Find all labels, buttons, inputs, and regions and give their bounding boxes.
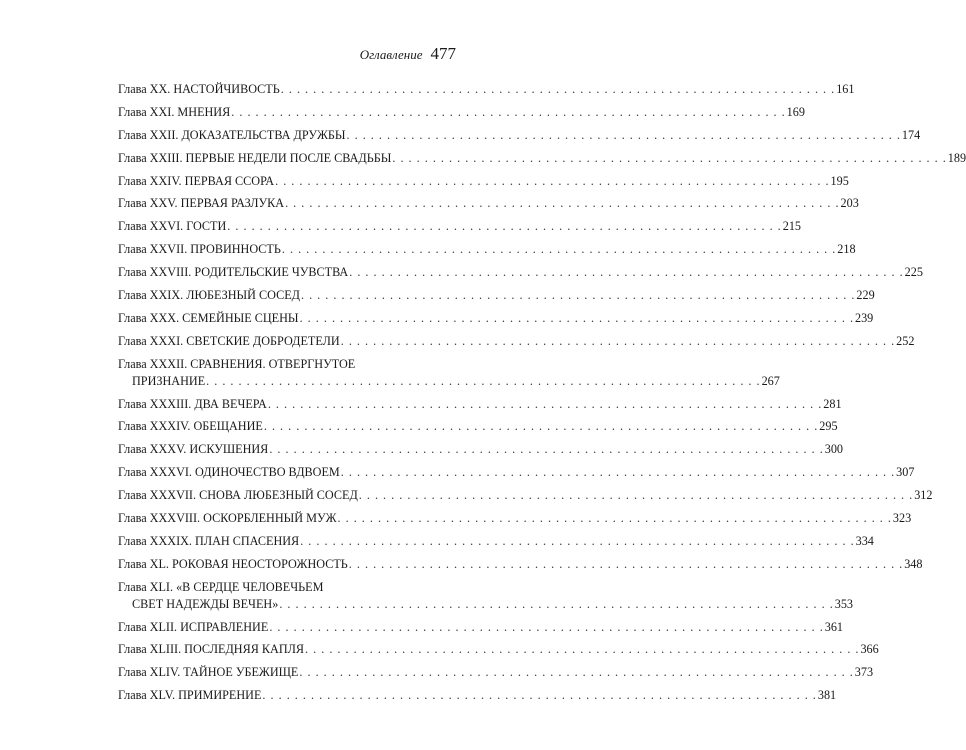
chapter-page: 361 <box>824 619 844 634</box>
toc-entry <box>118 418 838 435</box>
toc-line <box>118 81 855 98</box>
chapter-title: Глава XXXVIII. ОСКОРБЛЕННЫЙ МУЖ <box>118 511 337 526</box>
chapter-page: 229 <box>856 288 875 303</box>
toc-entry <box>118 464 915 481</box>
chapter-page: 239 <box>854 310 874 325</box>
chapter-title: Глава XXVIII. РОДИТЕЛЬСКИЕ ЧУВСТВА <box>118 265 349 280</box>
chapter-title: Глава XXVI. ГОСТИ <box>118 219 227 234</box>
chapter-page: 252 <box>896 333 915 348</box>
chapter-page: 161 <box>836 82 855 96</box>
toc-entry <box>118 510 912 527</box>
chapter-page: 267 <box>761 373 780 388</box>
chapter-page: 300 <box>824 442 844 457</box>
toc-line <box>118 333 915 350</box>
chapter-title: Глава XXI. МНЕНИЯ <box>118 104 231 119</box>
chapter-title: Глава XXXII. СРАВНЕНИЯ. ОТВЕРГНУТОЕ <box>118 356 356 371</box>
page-number: 477 <box>430 44 456 63</box>
dot-leader: . . . . . . . . . . . . . . . . . . . . . . . . . . . . . . . . . . . . . . . . . . . . . . . . . . . . . . . . . . . . . . . . . . . . . <box>392 150 947 165</box>
chapter-title: ПРИЗНАНИЕ <box>132 373 206 388</box>
dot-leader: . . . . . . . . . . . . . . . . . . . . . . . . . . . . . . . . . . . . . . . . . . . . . . . . . . . . . . . . . . . . . . . . . . . . . <box>285 196 840 211</box>
dot-leader: . . . . . . . . . . . . . . . . . . . . . . . . . . . . . . . . . . . . . . . . . . . . . . . . . . . . . . . . . . . . . . . . . . . . . <box>299 310 854 325</box>
chapter-title: Глава XX. НАСТОЙЧИВОСТЬ <box>118 82 280 96</box>
toc-entry <box>118 396 842 413</box>
dot-leader: . . . . . . . . . . . . . . . . . . . . . . . . . . . . . . . . . . . . . . . . . . . . . . . . . . . . . . . . . . . . . . . . . . . . . <box>263 419 819 434</box>
chapter-page: 215 <box>782 219 801 234</box>
table-of-contents <box>118 81 966 710</box>
dot-leader: . . . . . . . . . . . . . . . . . . . . . . . . . . . . . . . . . . . . . . . . . . . . . . . . . . . . . . . . . . . . . . . . . . . . . <box>206 373 761 388</box>
chapter-title: Глава XLI. «В СЕРДЦЕ ЧЕЛОВЕЧЬЕМ <box>118 579 324 594</box>
toc-entry <box>118 579 854 613</box>
chapter-page: 366 <box>860 642 879 657</box>
chapter-title: Глава XXXVII. СНОВА ЛЮБЕЗНЫЙ СОСЕД <box>118 488 358 503</box>
toc-line <box>118 510 912 527</box>
toc-line <box>118 441 844 458</box>
chapter-title: СВЕТ НАДЕЖДЫ ВЕЧЕН» <box>132 596 279 611</box>
toc-line <box>118 619 844 636</box>
toc-entry <box>118 241 856 258</box>
toc-line <box>118 310 874 327</box>
toc-line <box>118 218 801 235</box>
toc-line <box>118 687 837 704</box>
chapter-title: Глава XXXIX. ПЛАН СПАСЕНИЯ <box>118 533 300 548</box>
dot-leader: . . . . . . . . . . . . . . . . . . . . . . . . . . . . . . . . . . . . . . . . . . . . . . . . . . . . . . . . . . . . . . . . . . . . . <box>340 333 896 348</box>
toc-line <box>118 127 921 144</box>
chapter-title: Глава XXV. ПЕРВАЯ РАЗЛУКА <box>118 196 285 211</box>
dot-leader: . . . . . . . . . . . . . . . . . . . . . . . . . . . . . . . . . . . . . . . . . . . . . . . . . . . . . . . . . . . . . . . . . . . . . <box>275 173 830 188</box>
chapter-title: Глава XXXIV. ОБЕЩАНИЕ <box>118 419 263 434</box>
toc-entry <box>118 664 874 681</box>
toc-entry <box>118 356 780 390</box>
dot-leader: . . . . . . . . . . . . . . . . . . . . . . . . . . . . . . . . . . . . . . . . . . . . . . . . . . . . . . . . . . . . . . . . . . . . . <box>299 665 854 680</box>
toc-entry <box>118 533 874 550</box>
toc-entry <box>118 641 879 658</box>
chapter-title: Глава XXXV. ИСКУШЕНИЯ <box>118 442 269 457</box>
toc-entry <box>118 173 849 190</box>
chapter-page: 189 <box>947 150 966 165</box>
chapter-title: Глава XXIV. ПЕРВАЯ ССОРА <box>118 173 275 188</box>
dot-leader: . . . . . . . . . . . . . . . . . . . . . . . . . . . . . . . . . . . . . . . . . . . . . . . . . . . . . . . . . . . . . . . . . . . . . <box>346 127 901 142</box>
dot-leader: . . . . . . . . . . . . . . . . . . . . . . . . . . . . . . . . . . . . . . . . . . . . . . . . . . . . . . . . . . . . . . . . . . . . . <box>269 442 824 457</box>
dot-leader: . . . . . . . . . . . . . . . . . . . . . . . . . . . . . . . . . . . . . . . . . . . . . . . . . . . . . . . . . . . . . . . . . . . . . <box>227 219 782 234</box>
toc-entry <box>118 619 844 636</box>
chapter-page: 381 <box>817 688 837 703</box>
chapter-page: 169 <box>786 104 805 119</box>
dot-leader: . . . . . . . . . . . . . . . . . . . . . . . . . . . . . . . . . . . . . . . . . . . . . . . . . . . . . . . . . . . . . . . . . . . . . <box>300 533 855 548</box>
dot-leader: . . . . . . . . . . . . . . . . . . . . . . . . . . . . . . . . . . . . . . . . . . . . . . . . . . . . . . . . . . . . . . . . . . . . . <box>348 556 904 571</box>
chapter-page: 348 <box>904 556 923 571</box>
toc-entry <box>118 487 933 504</box>
toc-line <box>118 396 842 413</box>
dot-leader: . . . . . . . . . . . . . . . . . . . . . . . . . . . . . . . . . . . . . . . . . . . . . . . . . . . . . . . . . . . . . . . . . . . . . <box>281 242 837 257</box>
chapter-page: 312 <box>914 488 933 503</box>
toc-line <box>118 241 856 258</box>
toc-line <box>118 464 915 481</box>
chapter-title: Глава XXXIII. ДВА ВЕЧЕРА <box>118 396 267 411</box>
dot-leader: . . . . . . . . . . . . . . . . . . . . . . . . . . . . . . . . . . . . . . . . . . . . . . . . . . . . . . . . . . . . . . . . . . . . . <box>280 82 836 96</box>
toc-entry <box>118 81 855 98</box>
chapter-title: Глава XLII. ИСПРАВЛЕНИЕ <box>118 619 269 634</box>
toc-line <box>118 150 966 167</box>
toc-entry <box>118 127 921 144</box>
toc-line <box>118 195 859 212</box>
chapter-page: 195 <box>830 173 849 188</box>
toc-line <box>118 104 805 121</box>
toc-entry <box>118 218 801 235</box>
dot-leader: . . . . . . . . . . . . . . . . . . . . . . . . . . . . . . . . . . . . . . . . . . . . . . . . . . . . . . . . . . . . . . . . . . . . . <box>300 288 856 303</box>
toc-line <box>118 533 874 550</box>
toc-entry <box>118 195 859 212</box>
dot-leader: . . . . . . . . . . . . . . . . . . . . . . . . . . . . . . . . . . . . . . . . . . . . . . . . . . . . . . . . . . . . . . . . . . . . . <box>337 511 892 526</box>
chapter-title: Глава XXXVI. ОДИНОЧЕСТВО ВДВОЕМ <box>118 465 340 480</box>
toc-line <box>118 556 923 573</box>
header-title: Оглавление <box>359 47 423 62</box>
chapter-title: Глава XXII. ДОКАЗАТЕЛЬСТВА ДРУЖБЫ <box>118 127 346 142</box>
dot-leader: . . . . . . . . . . . . . . . . . . . . . . . . . . . . . . . . . . . . . . . . . . . . . . . . . . . . . . . . . . . . . . . . . . . . . <box>305 642 860 657</box>
chapter-page: 218 <box>837 242 856 257</box>
dot-leader: . . . . . . . . . . . . . . . . . . . . . . . . . . . . . . . . . . . . . . . . . . . . . . . . . . . . . . . . . . . . . . . . . . . . . <box>262 688 817 703</box>
running-header <box>0 44 456 64</box>
chapter-page: 174 <box>901 127 921 142</box>
chapter-title: Глава XL. РОКОВАЯ НЕОСТОРОЖНОСТЬ <box>118 556 348 571</box>
toc-entry <box>118 333 915 350</box>
dot-leader: . . . . . . . . . . . . . . . . . . . . . . . . . . . . . . . . . . . . . . . . . . . . . . . . . . . . . . . . . . . . . . . . . . . . . <box>267 396 823 411</box>
toc-entry <box>118 150 966 167</box>
chapter-page: 203 <box>840 196 859 211</box>
chapter-page: 281 <box>823 396 842 411</box>
toc-line <box>118 287 875 304</box>
dot-leader: . . . . . . . . . . . . . . . . . . . . . . . . . . . . . . . . . . . . . . . . . . . . . . . . . . . . . . . . . . . . . . . . . . . . . <box>349 265 904 280</box>
dot-leader: . . . . . . . . . . . . . . . . . . . . . . . . . . . . . . . . . . . . . . . . . . . . . . . . . . . . . . . . . . . . . . . . . . . . . <box>279 596 834 611</box>
chapter-page: 353 <box>834 596 854 611</box>
chapter-title: Глава XLIV. ТАЙНОЕ УБЕЖИЩЕ <box>118 665 299 680</box>
chapter-title: Глава XXIX. ЛЮБЕЗНЫЙ СОСЕД <box>118 288 300 303</box>
toc-entry <box>118 687 837 704</box>
toc-entry <box>118 310 874 327</box>
chapter-title: Глава XXVII. ПРОВИННОСТЬ <box>118 242 281 257</box>
toc-entry <box>118 104 805 121</box>
chapter-page: 295 <box>819 419 838 434</box>
chapter-page: 225 <box>904 265 923 280</box>
dot-leader: . . . . . . . . . . . . . . . . . . . . . . . . . . . . . . . . . . . . . . . . . . . . . . . . . . . . . . . . . . . . . . . . . . . . . <box>269 619 824 634</box>
chapter-title: Глава XXIII. ПЕРВЫЕ НЕДЕЛИ ПОСЛЕ СВАДЬБЫ <box>118 150 392 165</box>
dot-leader: . . . . . . . . . . . . . . . . . . . . . . . . . . . . . . . . . . . . . . . . . . . . . . . . . . . . . . . . . . . . . . . . . . . . . <box>231 104 786 119</box>
toc-entry <box>118 264 923 281</box>
chapter-title: Глава XLIII. ПОСЛЕДНЯЯ КАПЛЯ <box>118 642 305 657</box>
chapter-title: Глава XXXI. СВЕТСКИЕ ДОБРОДЕТЕЛИ <box>118 333 340 348</box>
toc-line <box>118 664 874 681</box>
chapter-page: 307 <box>896 465 915 480</box>
toc-line <box>118 173 849 190</box>
toc-line <box>118 373 780 390</box>
toc-line <box>118 596 854 613</box>
chapter-page: 323 <box>892 511 912 526</box>
toc-entry <box>118 556 923 573</box>
toc-entry <box>118 441 844 458</box>
toc-line <box>118 418 838 435</box>
dot-leader: . . . . . . . . . . . . . . . . . . . . . . . . . . . . . . . . . . . . . . . . . . . . . . . . . . . . . . . . . . . . . . . . . . . . . <box>358 488 914 503</box>
toc-line <box>118 264 923 281</box>
chapter-page: 334 <box>855 533 874 548</box>
toc-line <box>118 487 933 504</box>
chapter-page: 373 <box>854 665 874 680</box>
toc-line <box>118 641 879 658</box>
chapter-title: Глава XLV. ПРИМИРЕНИЕ <box>118 688 262 703</box>
toc-entry <box>118 287 875 304</box>
dot-leader: . . . . . . . . . . . . . . . . . . . . . . . . . . . . . . . . . . . . . . . . . . . . . . . . . . . . . . . . . . . . . . . . . . . . . <box>340 465 896 480</box>
chapter-title: Глава XXX. СЕМЕЙНЫЕ СЦЕНЫ <box>118 310 299 325</box>
